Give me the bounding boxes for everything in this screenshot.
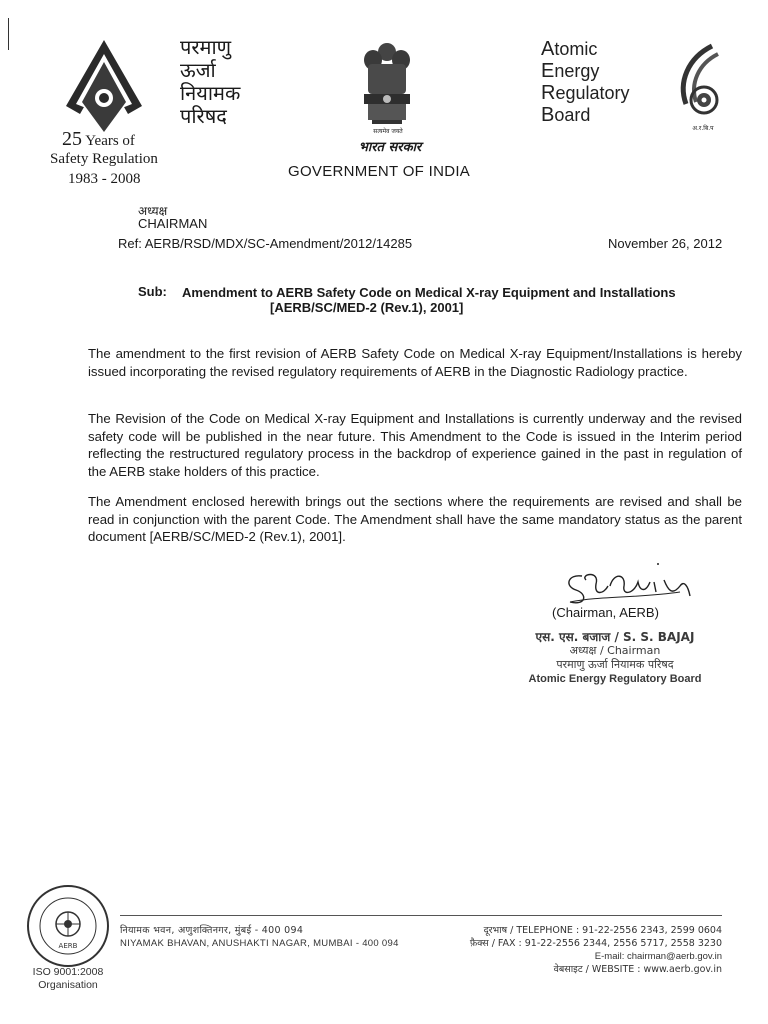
aerb-hindi-name <box>180 36 240 128</box>
years-line <box>62 128 135 151</box>
body-paragraph-2: The Revision of the Code on Medical X-ray Equipment and Installations is currently underway and the revised safety code will be published in the near future. This Amendment to the Code is issued in the Interim period reflecting the restructured regulatory process in the backdrop of experience gained in the past in regulation of the AERB stake holders of this practice. <box>88 411 742 479</box>
org-line-4: Board <box>541 104 591 126</box>
iso-line-2: Organisation <box>38 979 98 991</box>
org-line-3: Regulatory <box>541 82 630 104</box>
hindi-line-3: नियामक <box>180 81 241 105</box>
aerb-25-years-logo <box>66 40 142 132</box>
aerb-seal-logo <box>26 884 110 968</box>
svg-text:AERB: AERB <box>58 942 78 950</box>
period-text: 1983 - 2008 <box>68 171 141 187</box>
designation: CHAIRMAN <box>138 216 208 231</box>
signatory-stamp <box>500 630 730 686</box>
iso-line-1: ISO 9001:2008 <box>32 966 104 978</box>
designation-hindi: अध्यक्ष <box>138 204 168 218</box>
satyameva-jayate: सत्यमेव जयते <box>373 128 403 135</box>
stamp-org-hindi: परमाणु ऊर्जा नियामक परिषद <box>556 658 674 671</box>
hindi-line-1: परमाणु <box>180 35 232 59</box>
years-text: Years of <box>85 133 135 149</box>
safety-regulation-text: Safety Regulation <box>50 151 158 167</box>
subject-label: Sub: <box>138 284 167 299</box>
stamp-org: Atomic Energy Regulatory Board <box>528 673 702 685</box>
aerb-logo-tagline: अ.र.बि.प <box>692 125 714 132</box>
subject-text: Amendment to AERB Safety Code on Medical X-ray Equipment and Installations <box>182 285 676 300</box>
handwritten-signature <box>560 556 710 612</box>
subject-code: [AERB/SC/MED-2 (Rev.1), 2001] <box>270 300 464 315</box>
body-paragraph-1: The amendment to the first revision of AERB Safety Code on Medical X-ray Equipment/Installations is hereby issued incorporating the revised regulatory requirements of AERB in the Diagnostic Radiology practice. <box>88 346 742 379</box>
reference-number: Ref: AERB/RSD/MDX/SC-Amendment/2012/14285 <box>118 236 413 251</box>
signatory-title: (Chairman, AERB) <box>552 605 659 620</box>
telephone: दूरभाष / TELEPHONE : 91-22-2556 2343, 2599 0604 <box>483 925 722 936</box>
website: वेबसाइट / WEBSITE : www.aerb.gov.in <box>553 964 722 975</box>
body-paragraph-3: The Amendment enclosed herewith brings out the sections where the requirements are revised and shall be read in conjunction with the parent Code. The Amendment shall have the same mandatory status as the parent document [AERB/SC/MED-2 (Rev.1), 2001]. <box>88 494 742 544</box>
fax: फ़ैक्स / FAX : 91-22-2556 2344, 2556 5717, 2558 3230 <box>469 938 722 949</box>
email: E-mail: chairman@aerb.gov.in <box>594 951 722 962</box>
org-line-1: Atomic <box>541 38 598 60</box>
years-number: 25 <box>62 128 82 150</box>
footer-address <box>120 924 399 950</box>
margin-line <box>8 18 9 50</box>
footer-contact <box>440 924 722 976</box>
bharat-sarkar: भारत सरकार <box>358 140 422 155</box>
hindi-line-2: ऊर्जा <box>180 58 216 82</box>
hindi-line-4: परिषद <box>180 104 227 128</box>
national-emblem <box>358 40 416 132</box>
iso-certification <box>26 966 110 992</box>
aerb-atom-logo <box>672 42 722 122</box>
footer-divider <box>120 915 722 916</box>
letter-date: November 26, 2012 <box>608 236 723 251</box>
aerb-english-name <box>541 38 630 126</box>
government-of-india: GOVERNMENT OF INDIA <box>288 163 471 180</box>
stamp-role: अध्यक्ष / Chairman <box>569 644 661 657</box>
address-hindi: नियामक भवन, अणुशक्तिनगर, मुंबई - 400 094 <box>120 925 304 936</box>
stamp-name: एस. एस. बजाज / S. S. BAJAJ <box>535 630 695 644</box>
org-line-2: Energy <box>541 60 600 82</box>
address-english: NIYAMAK BHAVAN, ANUSHAKTI NAGAR, MUMBAI - 400 094 <box>120 938 399 949</box>
